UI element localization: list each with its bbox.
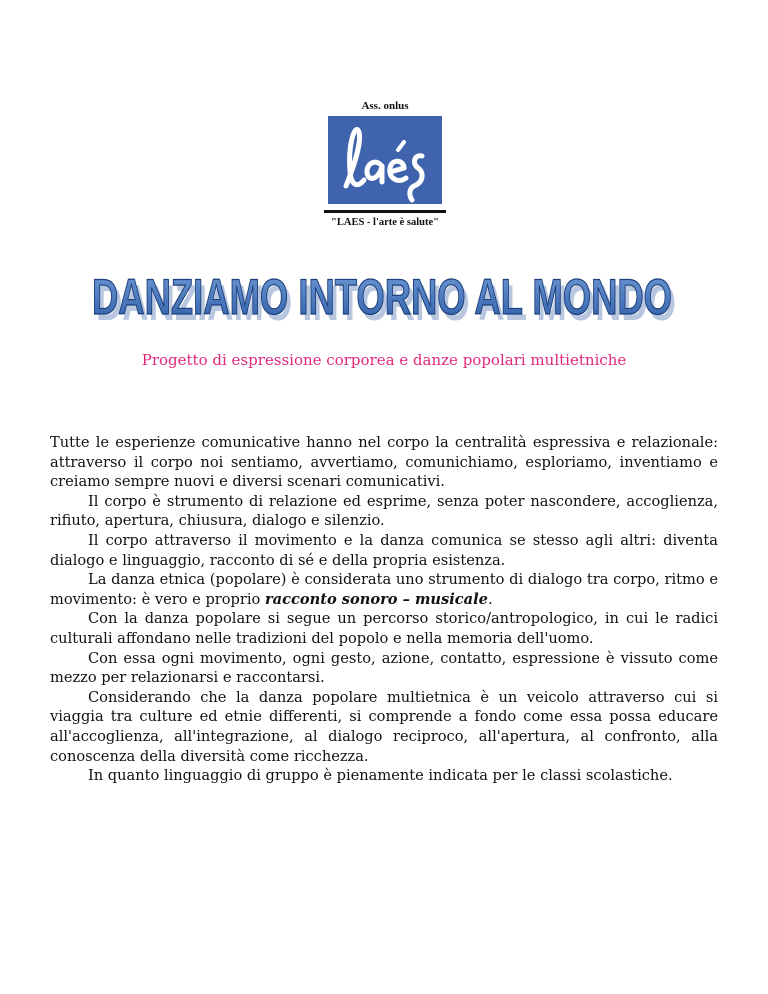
paragraph-4 [50, 570, 718, 609]
logo-rule [324, 210, 446, 213]
paragraph-5: Con la danza popolare si segue un percorso storico/antropologico, in cui le radici culturali affondano nelle tradizioni del popolo e nella memoria dell'uomo. [50, 610, 718, 647]
paragraph-6: Con essa ogni movimento, ogni gesto, azione, contatto, espressione è vissuto come mezzo per relazionarsi e raccontarsi. [50, 649, 718, 687]
paragraph-7: Considerando che la danza popolare multietnica è un veicolo attraverso cui si viaggia tra culture ed etnie differenti, si comprende a fondo come essa possa educare all'accoglienza, all'integrazione, al dialogo reciproco, all'apertura, al confronto, alla conoscenza della diversità come ricchezza. [50, 688, 718, 765]
headline-wordart-image [80, 256, 688, 336]
paragraph-3: Il corpo attraverso il movimento e la danza comunica se stesso agli altri: diventa dialogo e linguaggio, racconto di sé e della propria esistenza. [50, 531, 718, 569]
laes-wordmark-image [328, 116, 442, 204]
logo-top-text: Ass. onlus [361, 100, 409, 112]
body-text [50, 433, 718, 786]
logo-mark [328, 116, 442, 204]
paragraph-4-emphasis: racconto sonoro – musicale [264, 590, 488, 608]
headline-text: DANZIAMO INTORNO AL MONDO [92, 269, 672, 325]
paragraph-2: Il corpo è strumento di relazione ed esprime, senza poter nascondere, accoglienza, rifiuto, apertura, chiusura, dialogo e silenzio. [50, 492, 718, 530]
logo-bottom-text: "LAES - l'arte è salute" [331, 217, 439, 228]
laes-logo [312, 100, 458, 228]
paragraph-4-lead: La danza etnica (popolare) è considerata uno strumento di dialogo tra corpo, ritmo e movimento: è vero e proprio [50, 571, 718, 608]
paragraph-4-tail: . [487, 590, 493, 608]
headline-shadow: DANZIAMO INTORNO AL MONDO [96, 275, 676, 331]
paragraph-1: Tutte le esperienze comunicative hanno nel corpo la centralità espressiva e relazionale: attraverso il corpo noi sentiamo, avvertiamo, comunichiamo, esploriamo, inventiamo e creiamo sempre nuovi e diversi scenari comunicativi. [50, 434, 718, 491]
paragraph-8: In quanto linguaggio di gruppo è pienamente indicata per le classi scolastiche. [88, 767, 673, 785]
subtitle: Progetto di espressione corporea e danze popolari multietniche [141, 351, 627, 369]
headline-wordart [80, 256, 688, 336]
